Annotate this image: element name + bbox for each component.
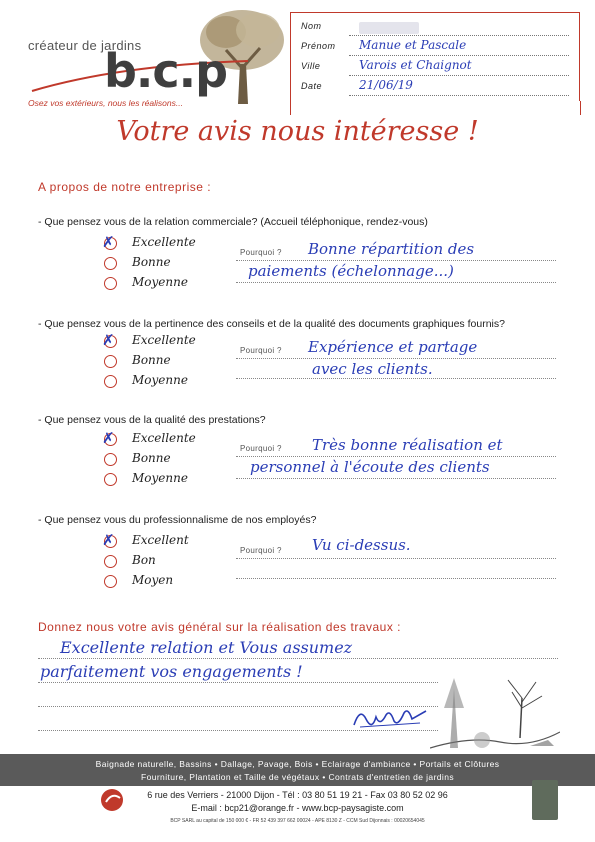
- redacted-name: [359, 22, 419, 34]
- prenom-row: [301, 39, 569, 59]
- answer-line: [236, 358, 556, 359]
- footer-email: E-mail : bcp21@orange.fr - www.bcp-paysagiste.com: [191, 803, 404, 813]
- check-cross-icon: ✗: [102, 531, 115, 549]
- answer-line: [236, 558, 556, 559]
- answer-line: [236, 578, 556, 579]
- question-1: - Que pensez vous de la relation commerciale? (Accueil téléphonique, rendez-vous): [38, 216, 428, 228]
- ville-label: Ville: [301, 61, 321, 71]
- pourquoi-label: Pourquoi ?: [240, 248, 282, 257]
- answer-q4-line1: Vu ci-dessus.: [312, 536, 411, 554]
- answer-line: [236, 282, 556, 283]
- logo-text: créateur de jardins: [28, 38, 142, 53]
- date-label: Date: [301, 81, 323, 91]
- general-answer-line1: Excellente relation et Vous assumez: [60, 638, 353, 657]
- answer-line: [236, 456, 556, 457]
- question-3: - Que pensez vous de la qualité des prestations?: [38, 414, 266, 426]
- date-value: 21/06/19: [359, 78, 413, 92]
- answer-line: [236, 378, 556, 379]
- date-row: [301, 79, 569, 99]
- section-title: A propos de notre entreprise :: [38, 180, 212, 194]
- prenom-label: Prénom: [301, 41, 336, 51]
- answer-line: [236, 260, 556, 261]
- footer-address: 6 rue des Verriers - 21000 Dijon - Tél : 03 80 51 19 21 - Fax 03 80 52 02 96: [147, 790, 448, 800]
- question-4: - Que pensez vous du professionnalisme de nos employés?: [38, 514, 317, 526]
- question-2: - Que pensez vous de la pertinence des conseils et de la qualité des documents graphiques fournis?: [38, 318, 505, 330]
- pourquoi-label: Pourquoi ?: [240, 546, 282, 555]
- signature: [350, 705, 430, 731]
- answer-q1-line1: Bonne répartition des: [308, 240, 475, 258]
- nom-label: Nom: [301, 21, 322, 31]
- pourquoi-label: Pourquoi ?: [240, 444, 282, 453]
- page-title: Votre avis nous intéresse !: [116, 116, 479, 147]
- footer-services-bar: [0, 754, 595, 786]
- general-title: Donnez nous votre avis général sur la réalisation des travaux :: [38, 620, 402, 634]
- logo-tagline: Osez vos extérieurs, nous les réalisons...: [28, 98, 183, 108]
- certification-badge: [532, 780, 558, 820]
- pourquoi-label: Pourquoi ?: [240, 346, 282, 355]
- ville-value: Varois et Chaignot: [359, 58, 472, 72]
- general-line: [38, 658, 558, 659]
- answer-q1-line2: paiements (échelonnage...): [248, 262, 454, 280]
- check-cross-icon: ✗: [102, 429, 115, 447]
- answer-q3-line2: personnel à l'écoute des clients: [250, 458, 490, 476]
- garden-illustration-icon: [430, 668, 560, 758]
- general-answer-line2: parfaitement vos engagements !: [40, 662, 303, 681]
- prenom-value: Manue et Pascale: [359, 38, 467, 52]
- footer-services-line2: Fourniture, Plantation et Taille de végétaux • Contrats d'entretien de jardins: [140, 772, 454, 782]
- footer-services-line1: Baignade naturelle, Bassins • Dallage, Pavage, Bois • Eclairage d'ambiance • Portails et Clôtures: [95, 759, 500, 769]
- customer-info-box: [290, 12, 580, 101]
- logo-bcp: b.c.p: [104, 44, 228, 98]
- answer-q3-line1: Très bonne réalisation et: [312, 436, 503, 454]
- ville-row: [301, 59, 569, 79]
- nom-row: [301, 19, 569, 39]
- check-cross-icon: ✗: [102, 233, 115, 251]
- check-cross-icon: ✗: [102, 331, 115, 349]
- general-line: [38, 682, 438, 683]
- answer-q2-line2: avec les clients.: [312, 360, 433, 378]
- answer-q2-line1: Expérience et partage: [308, 338, 478, 356]
- footer-legal: BCP SARL au capital de 150 000 € - FR 52 439 397 662 00024 - APE 8130 Z - CCM Sud Dijonnais : 00020654045: [170, 818, 425, 824]
- answer-line: [236, 478, 556, 479]
